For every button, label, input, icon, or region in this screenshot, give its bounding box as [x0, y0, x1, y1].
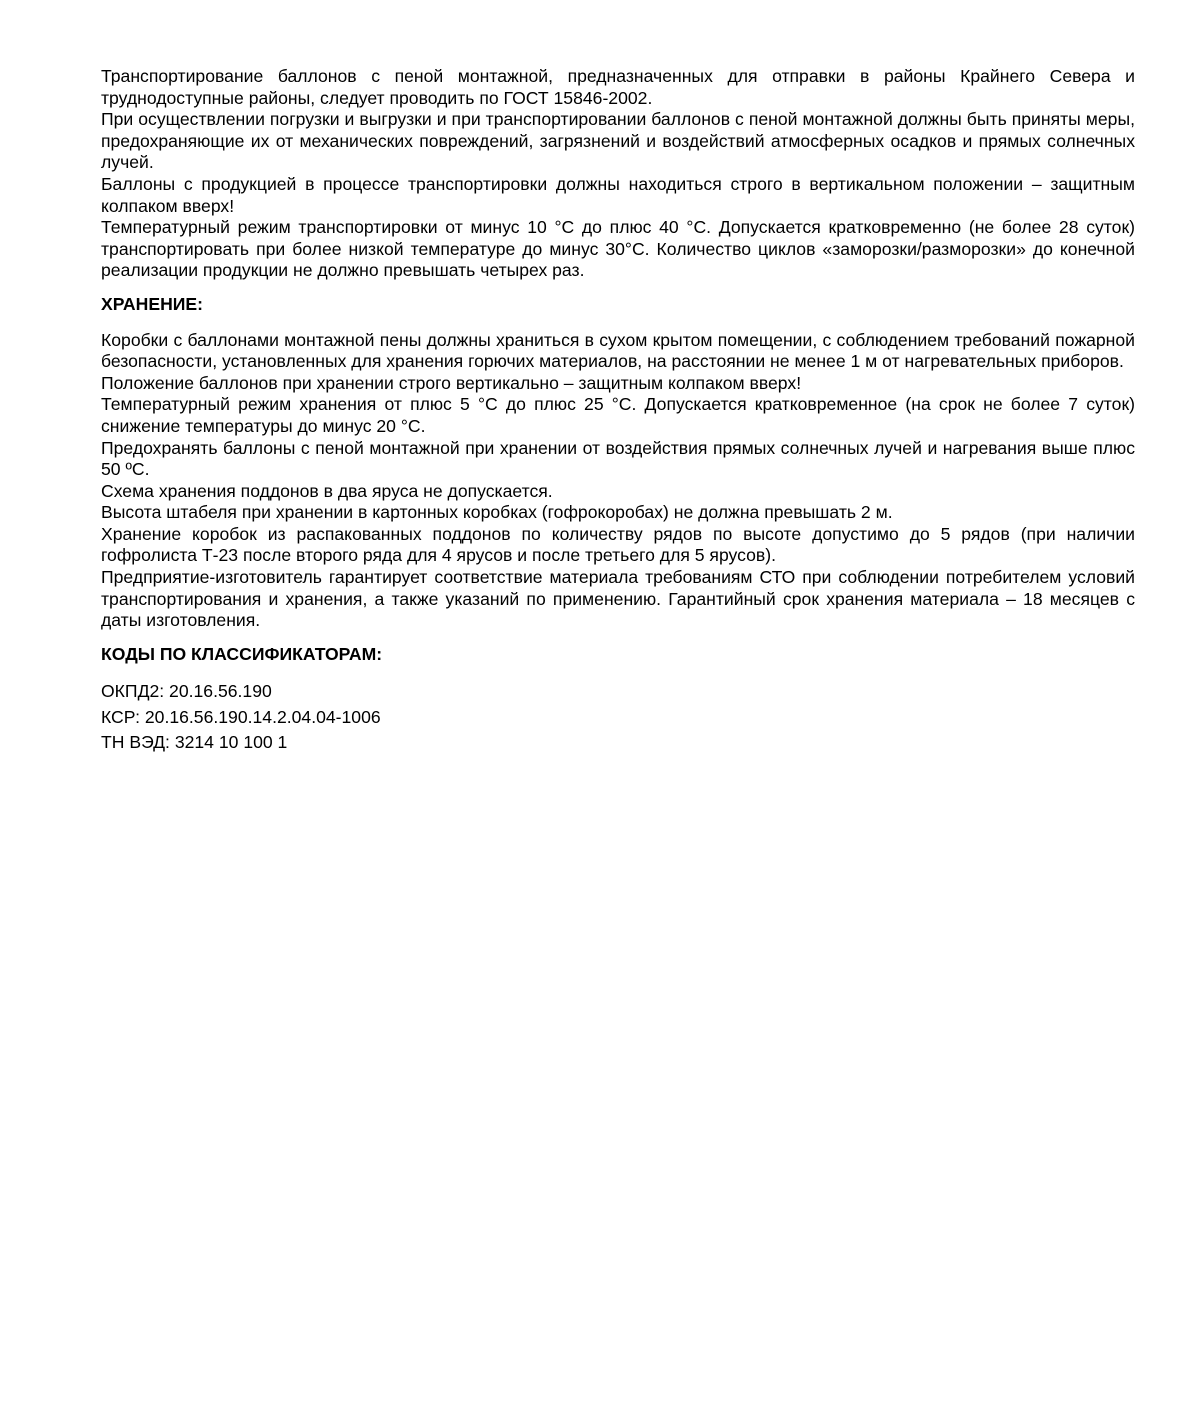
codes-list: [101, 679, 1135, 756]
transport-paragraph: При осуществлении погрузки и выгрузки и при транспортировании баллонов с пеной монтажной должны быть приняты меры, предохраняющие их от механических повреждений, загрязнений и воздействий атмосферных осадков и прямых солнечных лучей.: [101, 109, 1135, 173]
document-page: [101, 66, 1135, 756]
storage-paragraph: Температурный режим хранения от плюс 5 °С до плюс 25 °С. Допускается кратковременное (на срок не более 7 суток) снижение температуры до минус 20 °С.: [101, 394, 1135, 436]
transport-section: [101, 66, 1135, 282]
storage-paragraph: Высота штабеля при хранении в картонных коробках (гофрокоробах) не должна превышать 2 м.: [101, 502, 893, 523]
storage-paragraph: Схема хранения поддонов в два яруса не допускается.: [101, 480, 553, 501]
storage-heading: ХРАНЕНИЕ:: [101, 293, 204, 314]
storage-paragraph: Предохранять баллоны с пеной монтажной при хранении от воздействия прямых солнечных лучей и нагревания выше плюс 50 ºС.: [101, 437, 1135, 480]
code-line-ksr: КСР: 20.16.56.190.14.2.04.04-1006: [101, 706, 381, 727]
codes-heading: КОДЫ ПО КЛАССИФИКАТОРАМ:: [101, 643, 383, 664]
code-line-tn-ved: ТН ВЭД: 3214 10 100 1: [101, 732, 288, 753]
storage-paragraph: Предприятие-изготовитель гарантирует соответствие материала требованиям СТО при соблюдении потребителем условий транспортирования и хранения, а также указаний по применению. Гарантийный срок хранения материала – 18 месяцев с даты изготовления.: [101, 567, 1135, 631]
storage-paragraph: Хранение коробок из распакованных поддонов по количеству рядов по высоте допустимо до 5 рядов (при наличии гофролиста Т-23 после второго ряда для 4 ярусов и после третьего для 5 ярусов).: [101, 523, 1135, 566]
transport-paragraph: Температурный режим транспортировки от минус 10 °С до плюс 40 °С. Допускается кратковременно (не более 28 суток) транспортировать при более низкой температуре до минус 30°С. Количество циклов «заморозки/разморозки» до конечной реализации продукции не должно превышать четырех раз.: [101, 217, 1135, 281]
code-line-okpd2: ОКПД2: 20.16.56.190: [101, 681, 272, 702]
storage-paragraph: Коробки с баллонами монтажной пены должны храниться в сухом крытом помещении, с соблюдением требований пожарной безопасности, установленных для хранения горючих материалов, на расстоянии не менее 1 м от нагревательных приборов.: [101, 329, 1135, 372]
transport-paragraph: Баллоны с продукцией в процессе транспортировки должны находиться строго в вертикальном положении – защитным колпаком вверх!: [101, 173, 1135, 216]
storage-section: [101, 330, 1135, 632]
storage-paragraph: Положение баллонов при хранении строго вертикально – защитным колпаком вверх!: [101, 372, 802, 393]
transport-paragraph: Транспортирование баллонов с пеной монтажной, предназначенных для отправки в районы Крайнего Севера и труднодоступные районы, следует проводить по ГОСТ 15846-2002.: [101, 66, 1135, 108]
